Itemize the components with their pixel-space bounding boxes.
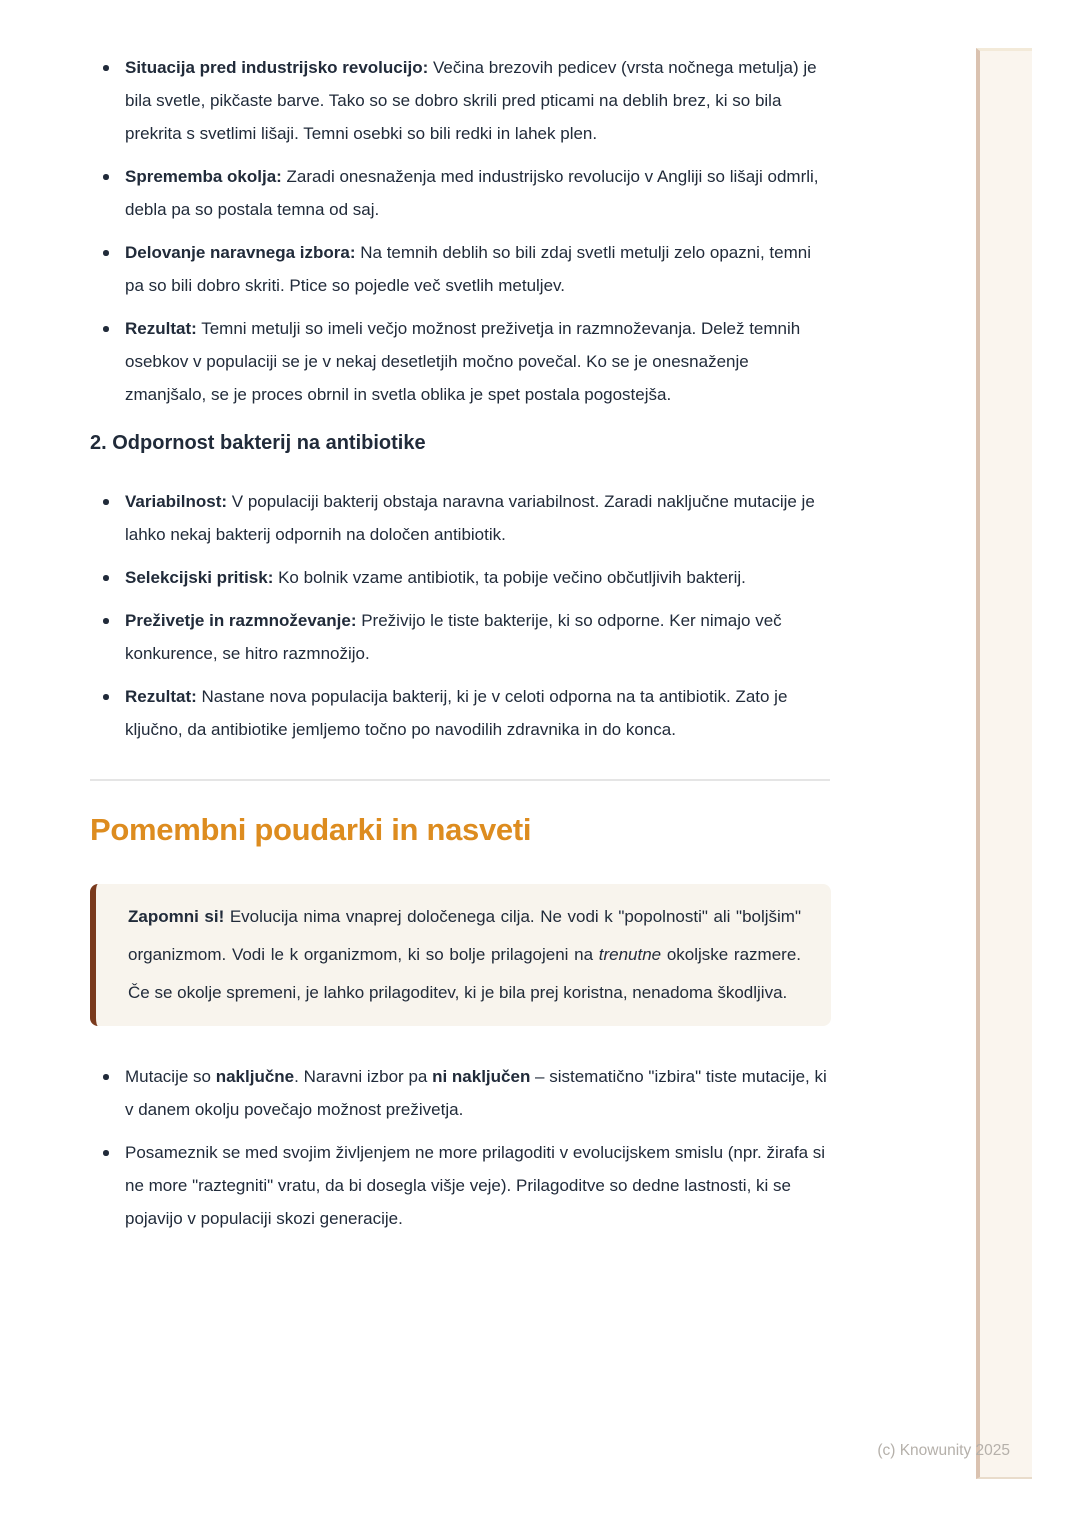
bacteria-resistance-list	[90, 485, 830, 746]
text-segment: Zapomni si!	[128, 907, 225, 926]
text-segment: V populaciji bakterij obstaja naravna variabilnost. Zaradi naključne mutacije je lahko nekaj bakterij odpornih na določen antibiotik.	[125, 492, 815, 544]
text-segment: Preživetje in razmnoževanje:	[125, 611, 357, 630]
page-edge-stripe	[976, 48, 1032, 1479]
text-segment: Zaradi onesnaženja med industrijsko revolucijo v Angliji so lišaji odmrli, debla pa so postala temna od saj.	[125, 167, 819, 219]
moth-example-list	[90, 51, 830, 411]
text-segment: . Naravni izbor pa	[294, 1067, 433, 1086]
text-segment: Nastane nova populacija bakterij, ki je v celoti odporna na ta antibiotik. Zato je ključno, da antibiotike jemljemo točno po navodilih zdravnika in do konca.	[125, 687, 788, 739]
text-segment: Večina brezovih pedicev (vrsta nočnega metulja) je bila svetle, pikčaste barve. Tako so se dobro skrili pred pticami na deblih brez, ki so bila prekrita s svetlimi lišaji. Temni osebki so bili redki in lahek plen.	[125, 58, 817, 143]
document-content	[90, 51, 830, 1235]
text-segment: Selekcijski pritisk:	[125, 568, 274, 587]
text-segment: Sprememba okolja:	[125, 167, 282, 186]
list-item	[90, 485, 830, 551]
text-segment: trenutne	[598, 945, 662, 964]
text-segment: Rezultat:	[125, 687, 197, 706]
text-segment: Rezultat:	[125, 319, 197, 338]
list-item	[90, 51, 830, 150]
list-item	[90, 561, 830, 594]
text-segment: – sistematično "izbira" tiste mutacije, ki v danem okolju povečajo možnost preživetja.	[125, 1067, 827, 1119]
text-segment: Preživijo le tiste bakterije, ki so odporne. Ker nimajo več konkurence, se hitro razmnožijo.	[125, 611, 782, 663]
text-segment: Variabilnost:	[125, 492, 228, 511]
callout-text	[128, 898, 801, 1012]
highlights-list	[90, 1060, 830, 1235]
list-item	[90, 604, 830, 670]
text-segment: Temni metulji so imeli večjo možnost preživetja in razmnoževanja. Delež temnih osebkov v populaciji se je v nekaj desetletjih močno povečal. Ko se je onesnaženje zmanjšalo, se je proces obrnil in svetla oblika je spet postala pogostejša.	[125, 319, 801, 404]
list-item	[90, 160, 830, 226]
text-segment: ni naključen	[432, 1067, 531, 1086]
text-segment: Evolucija nima vnaprej določenega cilja. Ne vodi k "popolnosti" ali "boljšim" organizmom. Vodi le k organizmom, ki so bolje prilagojeni na	[128, 907, 801, 964]
list-item	[90, 236, 830, 302]
highlights-heading: Pomembni poudarki in nasveti	[90, 812, 532, 847]
text-segment: Ko bolnik vzame antibiotik, ta pobije večino občutljivih bakterij.	[273, 568, 746, 587]
list-item	[90, 1060, 830, 1126]
list-item	[90, 312, 830, 411]
text-segment: Na temnih deblih so bili zdaj svetli metulji zelo opazni, temni pa so bili dobro skriti. Ptice so pojedle več svetlih metuljev.	[125, 243, 811, 295]
list-item	[90, 1136, 830, 1235]
list-item	[90, 680, 830, 746]
text-segment: Situacija pred industrijsko revolucijo:	[125, 58, 429, 77]
section-heading-bacteria: 2. Odpornost bakterij na antibiotike	[90, 432, 426, 454]
section-divider	[90, 779, 830, 781]
remember-callout	[90, 884, 831, 1026]
text-segment: Delovanje naravnega izbora:	[125, 243, 356, 262]
text-segment: naključne	[215, 1067, 295, 1086]
text-segment: Mutacije so	[125, 1067, 216, 1086]
watermark: (c) Knowunity 2025	[877, 1442, 1010, 1459]
text-segment: Posameznik se med svojim življenjem ne more prilagoditi v evolucijskem smislu (npr. žirafa si ne more "raztegniti" vratu, da bi dosegla višje veje). Prilagoditve so dedne lastnosti, ki se pojavijo v populaciji skozi generacije.	[125, 1143, 826, 1228]
text-segment: okoljske razmere. Če se okolje spremeni, je lahko prilagoditev, ki je bila prej koristna, nenadoma škodljiva.	[128, 945, 801, 1002]
